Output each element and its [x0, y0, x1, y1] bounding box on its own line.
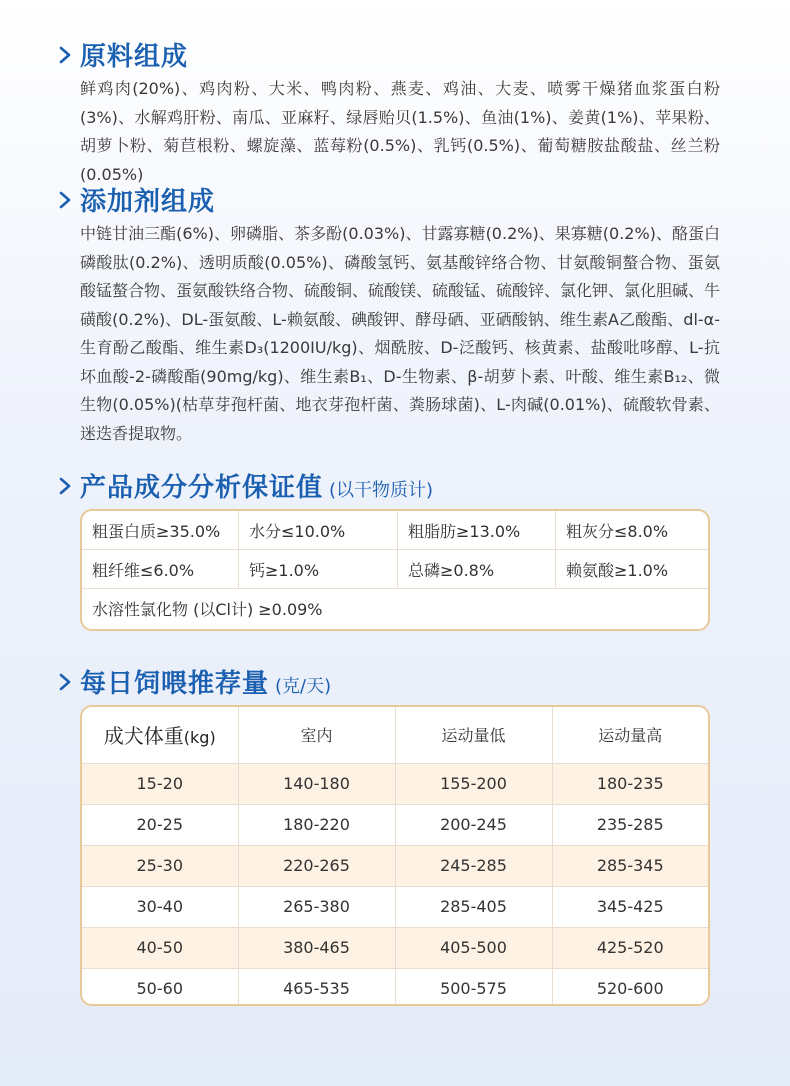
analysis-cell: 粗脂肪≥13.0%: [398, 511, 556, 549]
table-cell: 25-30: [82, 845, 238, 886]
table-row: [82, 927, 708, 968]
additives-heading: [54, 181, 215, 218]
analysis-subtitle: (以干物质计): [329, 480, 434, 501]
table-cell: 30-40: [82, 886, 238, 927]
analysis-row: [82, 511, 708, 550]
feeding-heading: [54, 663, 331, 700]
table-cell: 265-380: [238, 886, 395, 927]
table-row: [82, 763, 708, 804]
table-cell: 345-425: [552, 886, 708, 927]
analysis-row: [82, 550, 708, 589]
chevron-right-icon: [54, 189, 76, 211]
analysis-cell: 总磷≥0.8%: [398, 550, 556, 588]
feeding-header-row: [82, 707, 708, 763]
chevron-right-icon: [54, 44, 76, 66]
table-cell: 500-575: [395, 968, 552, 1006]
table-cell: 20-25: [82, 804, 238, 845]
analysis-heading: [54, 467, 433, 504]
table-cell: 245-285: [395, 845, 552, 886]
table-cell: 180-220: [238, 804, 395, 845]
table-cell: 425-520: [552, 927, 708, 968]
table-cell: 520-600: [552, 968, 708, 1006]
analysis-title: 产品成分分析保证值: [80, 473, 324, 503]
table-row: [82, 804, 708, 845]
analysis-cell: 粗纤维≤6.0%: [82, 550, 239, 588]
additives-title: 添加剂组成: [80, 187, 216, 217]
additives-text: 中链甘油三酯(6%)、卵磷脂、茶多酚(0.03%)、甘露寡糖(0.2%)、果寡糖(0.2%)、酪蛋白磷酸肽(0.2%)、透明质酸(0.05%)、磷酸氢钙、氨基酸锌络合物、甘氨酸铜螯合物、蛋氨酸锰螯合物、蛋氨酸铁络合物、硫酸铜、硫酸镁、硫酸锰、硫酸锌、氯化钾、氯化胆碱、牛磺酸(0.2%)、DL-蛋氨酸、L-赖氨酸、碘酸钾、酵母硒、亚硒酸钠、维生素A乙酸酯、dl-α-生育酚乙酸酯、维生素D₃(1200IU/kg)、烟酰胺、D-泛酸钙、核黄素、盐酸吡哆醇、L-抗坏血酸-2-磷酸酯(90mg/kg)、维生素B₁、D-生物素、β-胡萝卜素、叶酸、维生素B₁₂、微生物(0.05%)(枯草芽孢杆菌、地衣芽孢杆菌、粪肠球菌)、L-肉碱(0.01%)、硫酸软骨素、迷迭香提取物。: [80, 224, 721, 443]
table-row: [82, 845, 708, 886]
table-cell: 220-265: [238, 845, 395, 886]
table-cell: 285-345: [552, 845, 708, 886]
feeding-header-low: 运动量低: [395, 707, 552, 763]
table-cell: 465-535: [238, 968, 395, 1006]
analysis-cell: 粗灰分≤8.0%: [566, 521, 669, 541]
table-cell: 140-180: [238, 763, 395, 804]
analysis-cell: 水分≤10.0%: [239, 511, 398, 549]
table-cell: 235-285: [552, 804, 708, 845]
analysis-cell: 赖氨酸≥1.0%: [566, 560, 669, 580]
table-cell: 40-50: [82, 927, 238, 968]
feeding-header-weight: 成犬体重(kg): [82, 707, 238, 763]
analysis-cell: 粗蛋白质≥35.0%: [82, 511, 239, 549]
table-row: [82, 886, 708, 927]
table-cell: 180-235: [552, 763, 708, 804]
chevron-right-icon: [54, 671, 76, 693]
ingredients-title: 原料组成: [80, 42, 189, 72]
analysis-table: [80, 509, 710, 631]
table-cell: 405-500: [395, 927, 552, 968]
table-row: [82, 968, 708, 1006]
analysis-cell: 钙≥1.0%: [239, 550, 398, 588]
table-cell: 200-245: [395, 804, 552, 845]
ingredients-heading: [54, 36, 188, 73]
ingredients-text: 鲜鸡肉(20%)、鸡肉粉、大米、鸭肉粉、燕麦、鸡油、大麦、喷雾干燥猪血浆蛋白粉(3%)、水解鸡肝粉、南瓜、亚麻籽、绿唇贻贝(1.5%)、鱼油(1%)、姜黄(1%)、苹果粉、胡萝卜粉、菊苣根粉、螺旋藻、蓝莓粉(0.5%)、乳钙(0.5%)、葡萄糖胺盐酸盐、丝兰粉(0.05%): [80, 79, 720, 184]
table-cell: 50-60: [82, 968, 238, 1006]
analysis-cell-chloride: 水溶性氯化物 (以Cl计) ≥0.09%: [92, 600, 323, 619]
chevron-right-icon: [54, 475, 76, 497]
feeding-header-high: 运动量高: [552, 707, 708, 763]
feeding-subtitle: (克/天): [275, 676, 332, 697]
table-cell: 285-405: [395, 886, 552, 927]
table-cell: 380-465: [238, 927, 395, 968]
analysis-row: [82, 589, 708, 628]
feeding-header-indoor: 室内: [238, 707, 395, 763]
table-cell: 155-200: [395, 763, 552, 804]
feeding-title: 每日饲喂推荐量: [80, 669, 270, 699]
table-cell: 15-20: [82, 763, 238, 804]
feeding-table: [80, 705, 710, 1006]
